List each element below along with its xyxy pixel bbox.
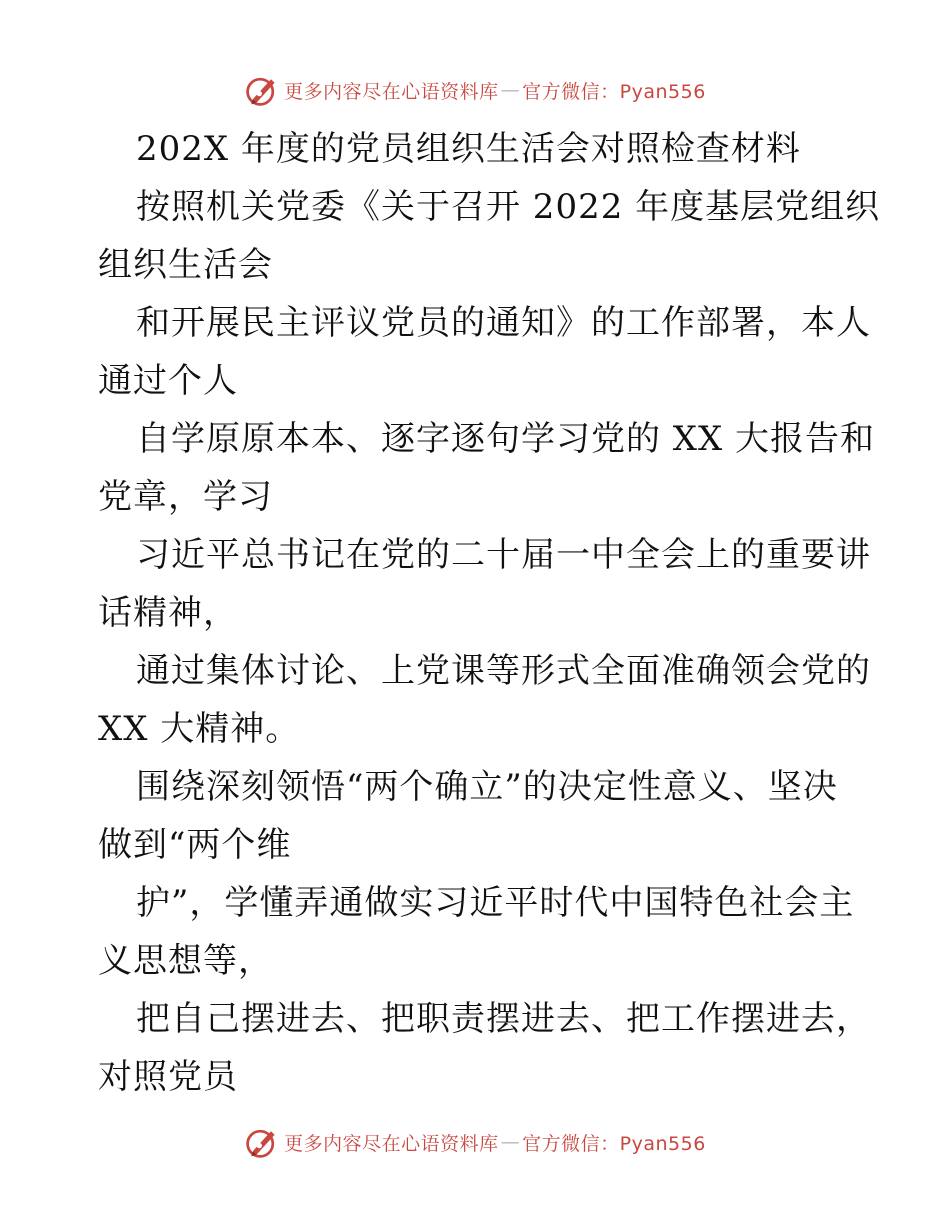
paragraph-line: 对照党员: [98, 1057, 238, 1097]
paragraph-line: 通过集体讨论、上党课等形式全面准确领会党的: [136, 651, 871, 691]
document-title: 202X 年度的党员组织生活会对照检查材料: [136, 129, 801, 169]
paragraph-line-text: 按照机关党委《关于召开 2022 年度基层党组织: [136, 187, 881, 227]
banner-contact-text: 官方微信：Pyan556: [522, 1132, 706, 1155]
paragraph-line: 习近平总书记在党的二十届一中全会上的重要讲: [136, 535, 871, 575]
banner-contact-text: 官方微信：Pyan556: [522, 80, 706, 103]
pen-logo-icon: [244, 1124, 280, 1160]
banner-site-text: 更多内容尽在心语资料库: [284, 80, 499, 103]
paragraph-line: 话精神，: [98, 593, 238, 633]
banner-separator: —: [500, 79, 521, 101]
paragraph-line: 通过个人: [98, 361, 238, 401]
paragraph-line: 党章，学习: [98, 477, 273, 517]
document-body: [98, 120, 881, 1106]
paragraph-line: 把自己摆进去、把职责摆进去、把工作摆进去，: [136, 999, 871, 1039]
paragraph-line: 和开展民主评议党员的通知》的工作部署，本人: [136, 303, 871, 343]
paragraph-line: 护”，学懂弄通做实习近平时代中国特色社会主: [136, 883, 855, 923]
header-banner: [0, 70, 950, 110]
paragraph-line: 义思想等，: [98, 941, 273, 981]
pen-logo-icon: [244, 72, 280, 108]
paragraph-line: [98, 178, 881, 236]
paragraph-line: 围绕深刻领悟“两个确立”的决定性意义、坚决: [136, 767, 838, 807]
footer-banner: [0, 1122, 950, 1162]
paragraph-line: 做到“两个维: [98, 825, 292, 865]
paragraph-line: 自学原原本本、逐字逐句学习党的 XX 大报告和: [136, 419, 876, 459]
paragraph-line: 组织生活会: [98, 245, 273, 285]
paragraph-line: XX 大精神。: [98, 709, 301, 749]
banner-separator: —: [500, 1131, 521, 1153]
banner-site-text: 更多内容尽在心语资料库: [284, 1132, 499, 1155]
